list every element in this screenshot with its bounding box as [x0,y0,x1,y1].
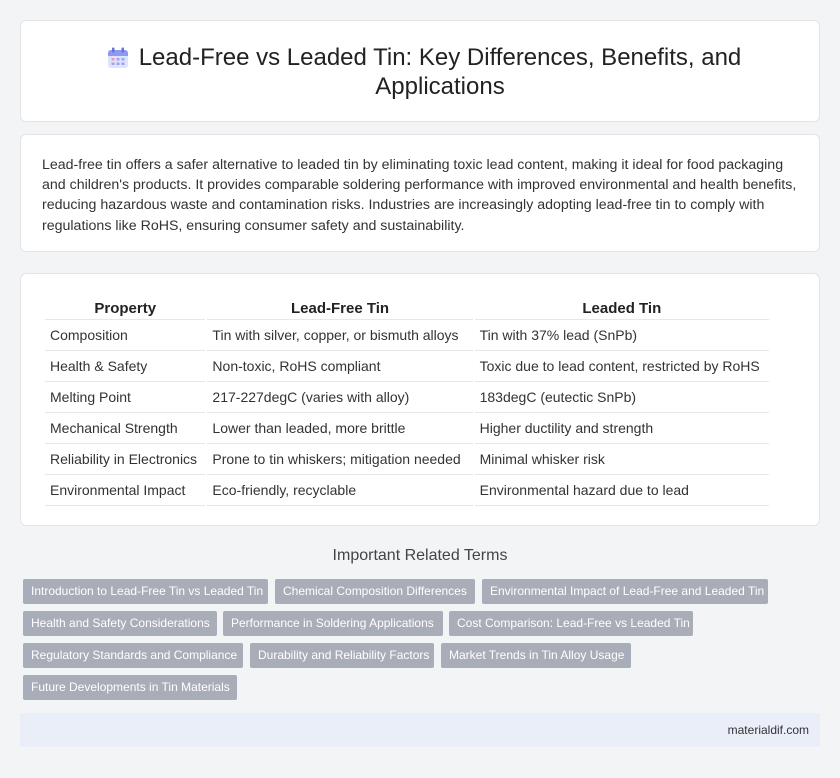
table-cell: Minimal whisker risk [475,444,769,475]
title-card [20,20,820,122]
table-row [45,475,769,506]
related-term-tag[interactable]: Market Trends in Tin Alloy Usage [441,643,631,668]
table-cell: Toxic due to lead content, restricted by RoHS [475,351,769,382]
related-term-tag[interactable]: Chemical Composition Differences [275,579,475,604]
table-cell: Lower than leaded, more brittle [207,413,472,444]
table-cell: Tin with 37% lead (SnPb) [475,320,769,351]
related-term-tag[interactable]: Environmental Impact of Lead-Free and Leaded Tin [482,579,768,604]
footer [20,713,820,747]
header-lead-free-tin: Lead-Free Tin [207,294,472,320]
summary-paragraph: Lead-free tin offers a safer alternative to leaded tin by eliminating toxic lead content, making it ideal for food packaging and children's products. It provides comparable soldering performance with improved environmental and health benefits, reducing hazardous waste and contamination risks. Industries are increasingly adopting lead-free tin to comply with regulations like RoHS, ensuring consumer safety and sustainability. [42,157,797,234]
related-terms-heading: Important Related Terms [332,547,508,564]
table-cell: Reliability in Electronics [45,444,205,475]
page-title: Lead-Free vs Leaded Tin: Key Differences, Benefits, and Applications [138,44,742,100]
related-term-tag[interactable]: Performance in Soldering Applications [223,611,443,636]
comparison-card [20,273,820,526]
table-cell: 217-227degC (varies with alloy) [207,382,472,413]
table-row [45,413,769,444]
table-cell: Health & Safety [45,351,205,382]
table-cell: Tin with silver, copper, or bismuth alloys [207,320,472,351]
summary-card [20,134,820,252]
related-term-tag[interactable]: Cost Comparison: Lead-Free vs Leaded Tin [449,611,693,636]
table-cell: Prone to tin whiskers; mitigation needed [207,444,472,475]
table-cell: Mechanical Strength [45,413,205,444]
header-property: Property [45,294,205,320]
footer-site-name: materialdif.com [727,723,809,737]
related-term-tag[interactable]: Durability and Reliability Factors [250,643,434,668]
table-cell: Eco-friendly, recyclable [207,475,472,506]
table-row [45,382,769,413]
table-row [45,444,769,475]
table-cell: Higher ductility and strength [475,413,769,444]
related-term-tag[interactable]: Regulatory Standards and Compliance [23,643,243,668]
comparison-table [43,294,771,506]
header-leaded-tin: Leaded Tin [475,294,769,320]
table-cell: Composition [45,320,205,351]
table-row [45,320,769,351]
table-cell: Environmental hazard due to lead [475,475,769,506]
table-header-row [45,294,769,320]
table-cell: Melting Point [45,382,205,413]
table-cell: 183degC (eutectic SnPb) [475,382,769,413]
related-term-tag[interactable]: Introduction to Lead-Free Tin vs Leaded Tin [23,579,268,604]
related-term-tag[interactable]: Health and Safety Considerations [23,611,217,636]
table-cell: Environmental Impact [45,475,205,506]
table-cell: Non-toxic, RoHS compliant [207,351,472,382]
table-row [45,351,769,382]
related-term-tag[interactable]: Future Developments in Tin Materials [23,675,237,700]
